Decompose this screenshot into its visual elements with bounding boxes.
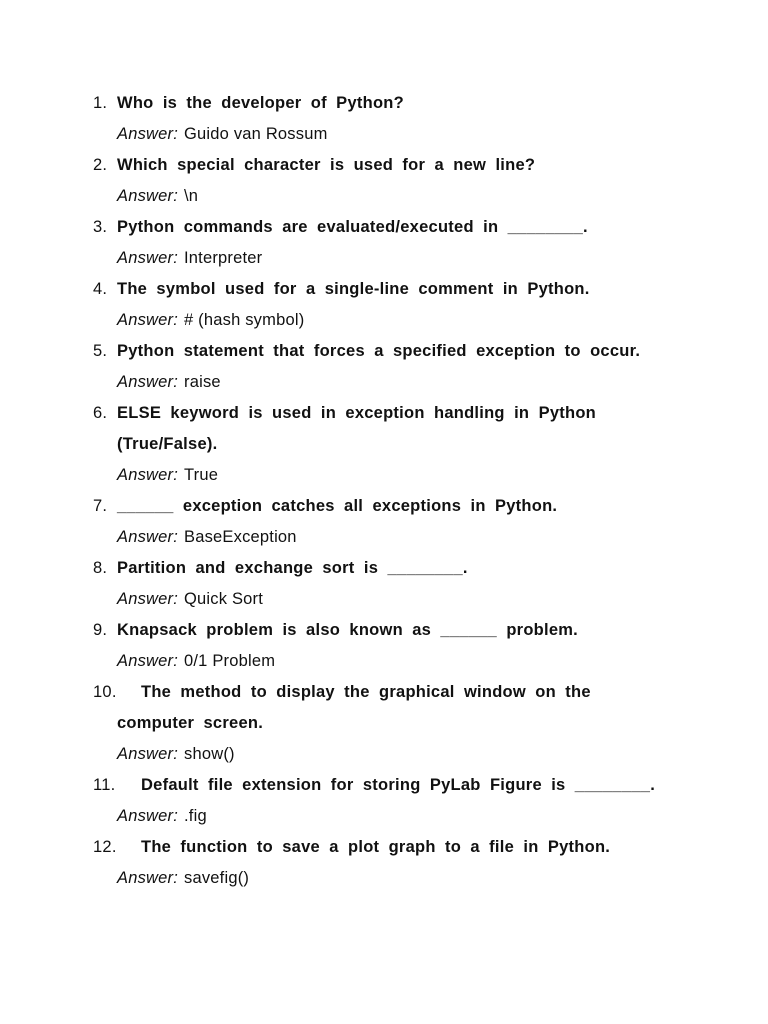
answer-value: .fig [184, 807, 207, 825]
question-number: 1. [93, 94, 108, 112]
answer-row [117, 863, 683, 894]
question-number: 11. [93, 776, 116, 794]
question-text: Which special character is used for a new line? [117, 156, 536, 174]
answer-label: Answer: [117, 745, 179, 763]
question-item [93, 88, 683, 150]
question-number: 9. [93, 621, 108, 639]
question-text: The function to save a plot graph to a file in Python. [141, 838, 611, 856]
answer-value: # (hash symbol) [184, 311, 305, 329]
question-number: 3. [93, 218, 108, 236]
answer-label: Answer: [117, 652, 179, 670]
answer-value: \n [184, 187, 199, 205]
answer-value: raise [184, 373, 221, 391]
answer-value: savefig() [184, 869, 250, 887]
question-number: 8. [93, 559, 108, 577]
question-item [93, 677, 683, 770]
question-text: Partition and exchange sort is ________. [117, 559, 468, 577]
question-text: Default file extension for storing PyLab Figure is ________. [141, 776, 656, 794]
question-text: ELSE keyword is used in exception handling in Python [117, 404, 596, 422]
question-text-continued: computer screen. [117, 714, 264, 732]
answer-row [117, 584, 683, 615]
question-item [93, 274, 683, 336]
answer-label: Answer: [117, 528, 179, 546]
answer-row [117, 367, 683, 398]
question-text: Knapsack problem is also known as ______ problem. [117, 621, 578, 639]
question-row [93, 274, 683, 305]
answer-row [117, 181, 683, 212]
answer-label: Answer: [117, 373, 179, 391]
question-row [93, 491, 683, 522]
question-number: 5. [93, 342, 108, 360]
question-row [93, 553, 683, 584]
answer-label: Answer: [117, 590, 179, 608]
question-row [93, 832, 683, 863]
answer-row [117, 646, 683, 677]
answer-value: Quick Sort [184, 590, 264, 608]
question-number: 7. [93, 497, 108, 515]
question-row [93, 150, 683, 181]
question-row [93, 88, 683, 119]
answer-label: Answer: [117, 807, 179, 825]
question-text: Python commands are evaluated/executed in ________. [117, 218, 588, 236]
answer-label: Answer: [117, 125, 179, 143]
answer-label: Answer: [117, 869, 179, 887]
question-text-continued: (True/False). [117, 435, 218, 453]
answer-label: Answer: [117, 249, 179, 267]
question-row [93, 336, 683, 367]
question-number: 10. [93, 683, 117, 701]
answer-row [117, 305, 683, 336]
question-text: The symbol used for a single-line comment in Python. [117, 280, 590, 298]
question-item [93, 212, 683, 274]
answer-row [117, 460, 683, 491]
answer-value: Interpreter [184, 249, 263, 267]
question-text: Who is the developer of Python? [117, 94, 404, 112]
question-row [93, 398, 683, 429]
question-row [93, 212, 683, 243]
answer-value: show() [184, 745, 235, 763]
question-item [93, 398, 683, 491]
question-item [93, 832, 683, 894]
answer-label: Answer: [117, 466, 179, 484]
question-item [93, 615, 683, 677]
question-row [93, 615, 683, 646]
answer-value: 0/1 Problem [184, 652, 276, 670]
answer-row [117, 801, 683, 832]
answer-value: Guido van Rossum [184, 125, 328, 143]
question-number: 12. [93, 838, 117, 856]
question-item [93, 336, 683, 398]
answer-row [117, 522, 683, 553]
answer-value: True [184, 466, 219, 484]
answer-row [117, 243, 683, 274]
question-number: 2. [93, 156, 108, 174]
answer-label: Answer: [117, 311, 179, 329]
answer-value: BaseException [184, 528, 297, 546]
answer-row [117, 739, 683, 770]
question-text: The method to display the graphical window on the [141, 683, 591, 701]
question-item [93, 150, 683, 212]
question-text: ______ exception catches all exceptions in Python. [117, 497, 558, 515]
question-number: 4. [93, 280, 108, 298]
question-row [93, 770, 683, 801]
question-item [93, 491, 683, 553]
question-text: Python statement that forces a specified exception to occur. [117, 342, 641, 360]
question-item [93, 553, 683, 615]
answer-row [117, 119, 683, 150]
question-number: 6. [93, 404, 108, 422]
question-row [93, 677, 683, 708]
answer-label: Answer: [117, 187, 179, 205]
question-item [93, 770, 683, 832]
question-list [93, 88, 683, 894]
